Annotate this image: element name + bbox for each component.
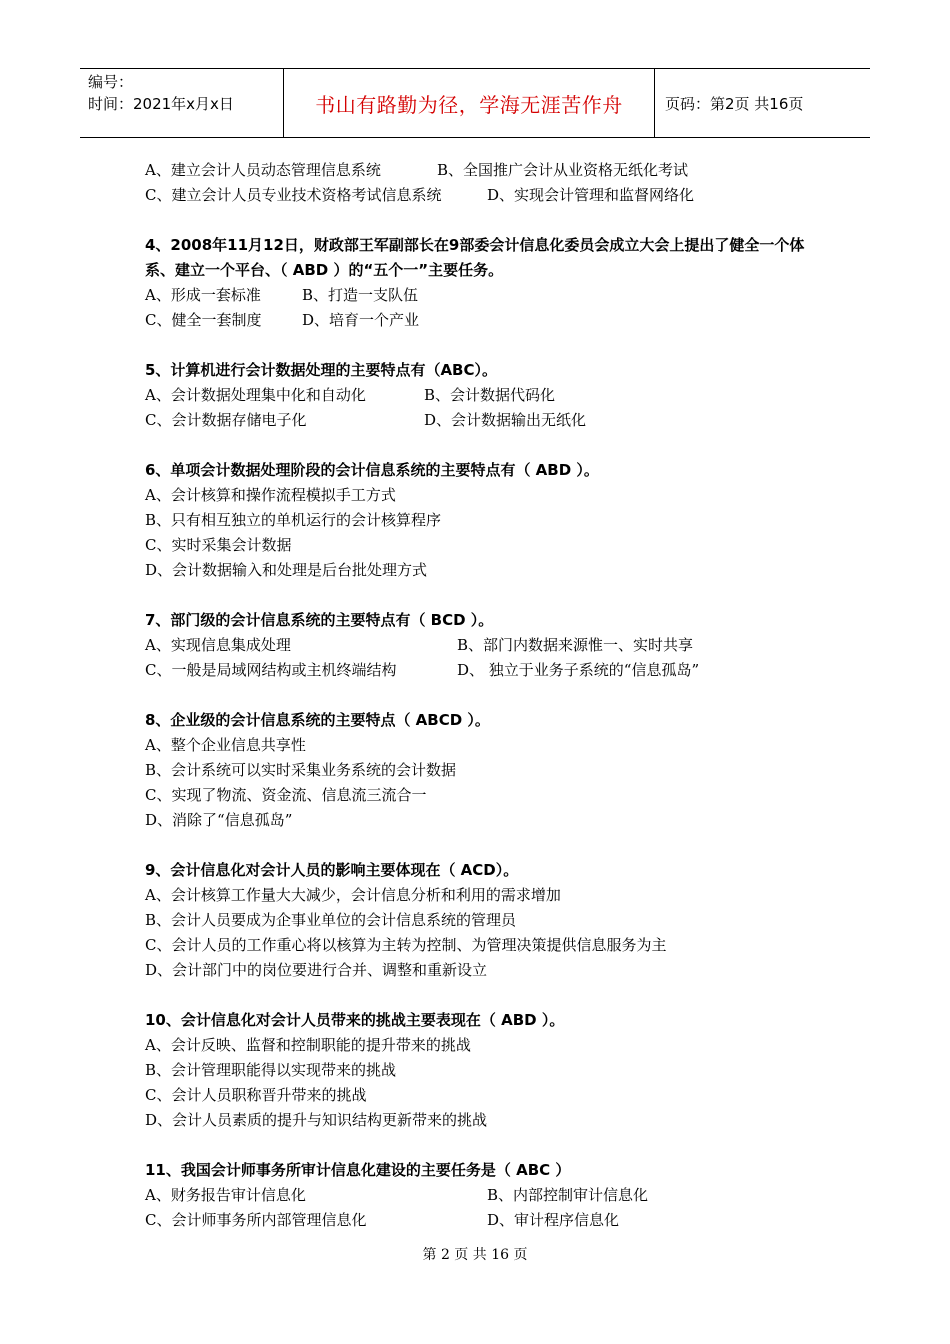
option-row [145, 633, 825, 658]
option-b: B、会计数据代码化 [424, 386, 556, 404]
header-meta [88, 71, 283, 115]
header-page-info: 页码：第2页 共16页 [665, 94, 804, 113]
question-stem: 11、我国会计师事务所审计信息化建设的主要任务是（ ABC ） [145, 1161, 571, 1179]
header-divider [654, 69, 655, 137]
option-c: C、建立会计人员专业技术资格考试信息系统 [145, 186, 442, 204]
number-label: 编号： [88, 73, 134, 91]
option-d: D、消除了“信息孤岛” [145, 811, 293, 829]
option-row [145, 308, 825, 333]
option-d: D、审计程序信息化 [487, 1211, 620, 1229]
option-c: C、会计数据存储电子化 [145, 411, 307, 429]
option-c: C、会计师事务所内部管理信息化 [145, 1211, 367, 1229]
option-a: A、整个企业信息共享性 [145, 736, 306, 754]
question-stem: 6、单项会计数据处理阶段的会计信息系统的主要特点有（ ABD ）。 [145, 461, 599, 479]
option-a: A、建立会计人员动态管理信息系统 [145, 161, 381, 179]
option-b: B、部门内数据来源惟一、实时共享 [457, 636, 694, 654]
option-b: B、会计系统可以实时采集业务系统的会计数据 [145, 761, 457, 779]
option-row [145, 183, 825, 208]
option-row [145, 158, 825, 183]
option-a: A、会计数据处理集中化和自动化 [145, 386, 366, 404]
question-stem: 7、部门级的会计信息系统的主要特点有（ BCD ）。 [145, 611, 494, 629]
option-b: B、会计人员要成为企事业单位的会计信息系统的管理员 [145, 911, 517, 929]
header-motto: 书山有路勤为径，学海无涯苦作舟 [315, 92, 623, 117]
page-footer: 第 2 页 共 16 页 [422, 1247, 528, 1263]
option-b: B、全国推广会计从业资格无纸化考试 [437, 161, 689, 179]
option-row [145, 283, 825, 308]
question-stem: 9、会计信息化对会计人员的影响主要体现在（ ACD）。 [145, 861, 519, 879]
option-d: D、实现会计管理和监督网络化 [487, 186, 695, 204]
option-row [145, 658, 825, 683]
option-c: C、会计人员的工作重心将以核算为主转为控制、为管理决策提供信息服务为主 [145, 936, 667, 954]
option-row [145, 1208, 825, 1233]
option-b: B、会计管理职能得以实现带来的挑战 [145, 1061, 397, 1079]
option-a: A、形成一套标准 [145, 286, 261, 304]
option-d: D、会计人员素质的提升与知识结构更新带来的挑战 [145, 1111, 488, 1129]
page-header [80, 68, 870, 138]
option-c: C、健全一套制度 [145, 311, 262, 329]
option-d: D、会计部门中的岗位要进行合并、调整和重新设立 [145, 961, 488, 979]
option-row [145, 408, 825, 433]
option-a: A、财务报告审计信息化 [145, 1186, 306, 1204]
option-d: D、培育一个产业 [302, 311, 420, 329]
option-c: C、一般是局域网结构或主机终端结构 [145, 661, 397, 679]
option-c: C、实现了物流、资金流、信息流三流合一 [145, 786, 427, 804]
option-d: D、 独立于业务子系统的“信息孤岛” [457, 661, 700, 679]
option-a: A、会计核算和操作流程模拟手工方式 [145, 486, 396, 504]
option-row [145, 1183, 825, 1208]
option-c: C、会计人员职称晋升带来的挑战 [145, 1086, 367, 1104]
question-list [145, 158, 825, 1233]
option-d: D、会计数据输出无纸化 [424, 411, 587, 429]
option-row [145, 383, 825, 408]
option-b: B、内部控制审计信息化 [487, 1186, 649, 1204]
question-stem: 4、2008年11月12日，财政部王军副部长在9部委会计信息化委员会成立大会上提出了健全一个体系、建立一个平台、（ ABD ）的“五个一”主要任务。 [145, 236, 805, 279]
option-a: A、会计核算工作量大大减少，会计信息分析和利用的需求增加 [145, 886, 561, 904]
option-b: B、只有相互独立的单机运行的会计核算程序 [145, 511, 442, 529]
question-stem: 10、会计信息化对会计人员带来的挑战主要表现在（ ABD ）。 [145, 1011, 565, 1029]
question-stem: 8、企业级的会计信息系统的主要特点（ ABCD ）。 [145, 711, 490, 729]
time-label: 时间：2021年x月x日 [88, 95, 234, 113]
option-d: D、会计数据输入和处理是后台批处理方式 [145, 561, 428, 579]
option-b: B、打造一支队伍 [302, 286, 419, 304]
option-a: A、会计反映、监督和控制职能的提升带来的挑战 [145, 1036, 471, 1054]
option-c: C、实时采集会计数据 [145, 536, 292, 554]
option-a: A、实现信息集成处理 [145, 636, 291, 654]
question-stem: 5、计算机进行会计数据处理的主要特点有（ABC）。 [145, 361, 497, 379]
